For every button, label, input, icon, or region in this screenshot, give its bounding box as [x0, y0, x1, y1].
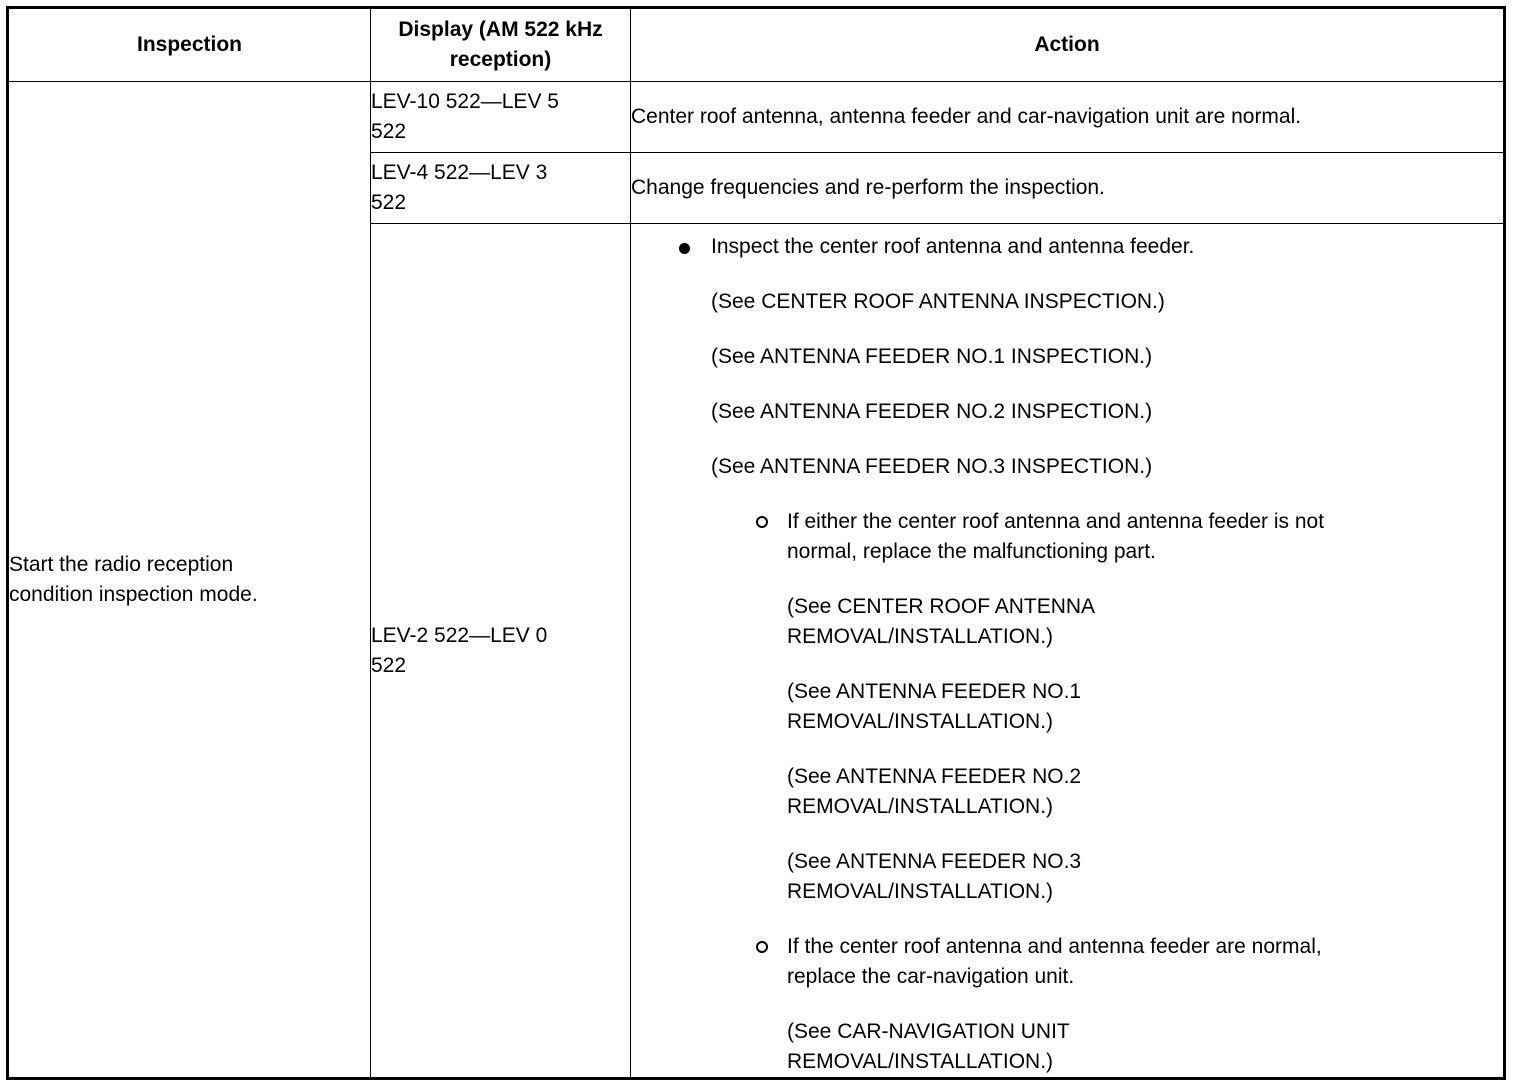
table-row	[8, 82, 1505, 153]
reference-line: (See ANTENNA FEEDER NO.1 INSPECTION.)	[711, 345, 1153, 368]
reference-line: (See ANTENNA FEEDER NO.3 INSPECTION.)	[711, 455, 1153, 478]
list-item: If either the center roof antenna and antenna feeder is not normal, replace the malfunctioning part.	[631, 507, 1493, 567]
reference-line: (See CAR-NAVIGATION UNIT REMOVAL/INSTALLATION.)	[787, 1020, 1070, 1073]
list-item: If the center roof antenna and antenna feeder are normal, replace the car-navigation unit.	[631, 932, 1493, 992]
action-cell: Center roof antenna, antenna feeder and car-navigation unit are normal.	[631, 82, 1505, 153]
inspection-cell: Start the radio reception condition inspection mode.	[8, 82, 371, 1079]
display-cell: LEV-2 522—LEV 0 522	[371, 224, 631, 1079]
bullet-circle-icon	[756, 516, 768, 528]
list-item: Inspect the center roof antenna and antenna feeder.	[631, 232, 1493, 262]
header-row	[8, 8, 1505, 82]
bullet-circle-icon	[756, 941, 768, 953]
header-action: Action	[631, 8, 1505, 82]
action-cell: Change frequencies and re-perform the inspection.	[631, 153, 1505, 224]
header-display: Display (AM 522 kHz reception)	[371, 8, 631, 82]
header-inspection: Inspection	[8, 8, 371, 82]
reference-line: (See ANTENNA FEEDER NO.2 INSPECTION.)	[711, 400, 1153, 423]
reference-line: (See ANTENNA FEEDER NO.3 REMOVAL/INSTALLATION.)	[787, 850, 1082, 903]
reference-line: (See CENTER ROOF ANTENNA REMOVAL/INSTALLATION.)	[787, 595, 1096, 648]
inspection-table	[6, 6, 1506, 1080]
display-cell: LEV-4 522—LEV 3 522	[371, 153, 631, 224]
reference-line: (See CENTER ROOF ANTENNA INSPECTION.)	[711, 290, 1165, 313]
display-cell: LEV-10 522—LEV 5 522	[371, 82, 631, 153]
action-cell	[631, 224, 1505, 1079]
bullet-dot-icon	[679, 243, 690, 254]
reference-line: (See ANTENNA FEEDER NO.2 REMOVAL/INSTALLATION.)	[787, 765, 1082, 818]
action-steps	[631, 224, 1503, 1077]
reference-line: (See ANTENNA FEEDER NO.1 REMOVAL/INSTALLATION.)	[787, 680, 1082, 733]
